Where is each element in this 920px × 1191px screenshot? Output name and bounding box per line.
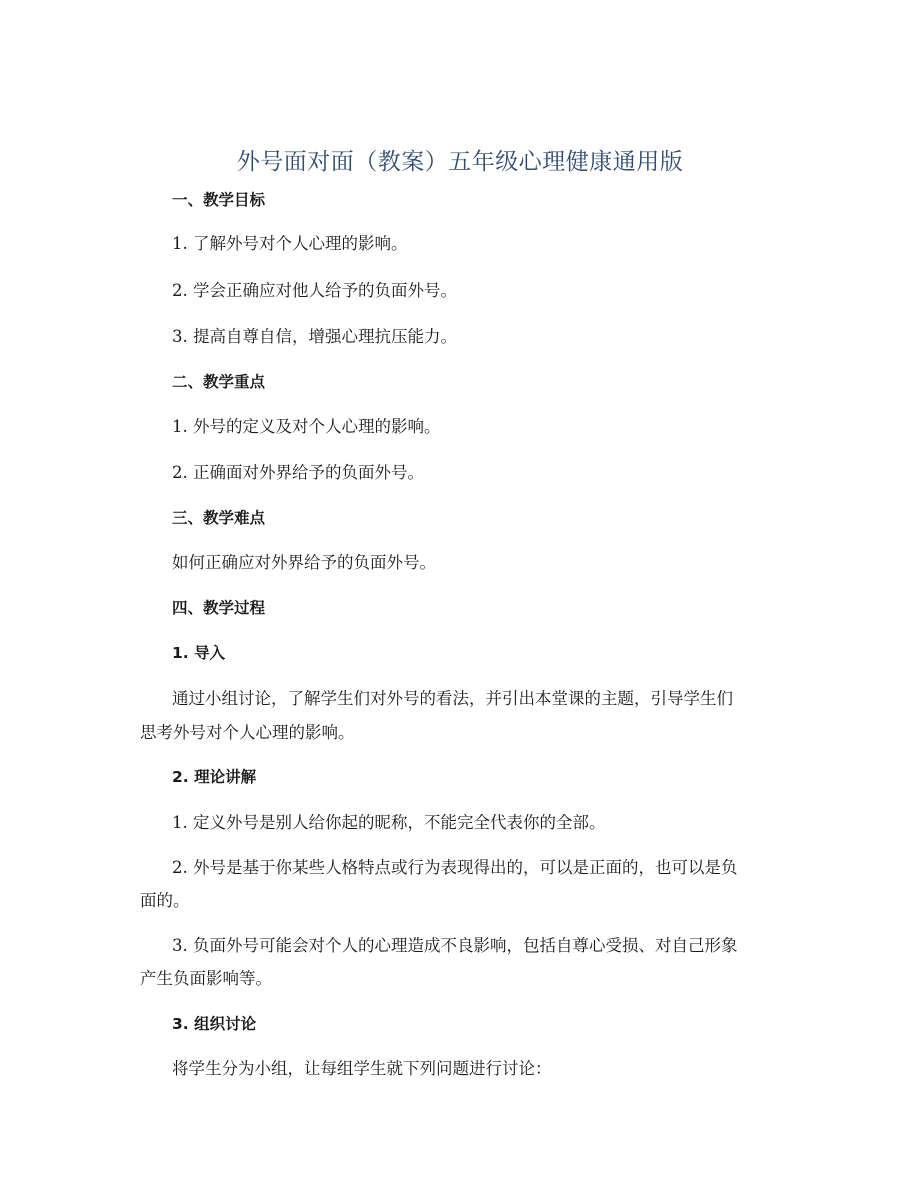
theory-item-2-line-1: 2. 外号是基于你某些人格特点或行为表现得出的，可以是正面的，也可以是负 xyxy=(172,858,738,877)
section-heading-key-points: 二、教学重点 xyxy=(172,373,266,391)
objective-item-3: 3. 提高自尊自信，增强心理抗压能力。 xyxy=(172,327,457,346)
theory-item-3-line-2: 产生负面影响等。 xyxy=(140,969,272,988)
section-heading-objectives: 一、教学目标 xyxy=(172,191,266,209)
objective-item-1: 1. 了解外号对个人心理的影响。 xyxy=(172,234,408,253)
intro-paragraph-line-2: 思考外号对个人心理的影响。 xyxy=(140,723,355,742)
step-heading-discussion: 3. 组织讨论 xyxy=(172,1015,257,1033)
key-point-item-1: 1. 外号的定义及对个人心理的影响。 xyxy=(172,417,441,436)
theory-item-2-line-2: 面的。 xyxy=(140,891,190,910)
discussion-text: 将学生分为小组，让每组学生就下列问题进行讨论： xyxy=(172,1059,552,1078)
key-point-item-2: 2. 正确面对外界给予的负面外号。 xyxy=(172,463,424,482)
difficulty-text: 如何正确应对外界给予的负面外号。 xyxy=(172,553,436,572)
document-title: 外号面对面（教案）五年级心理健康通用版 xyxy=(236,149,684,175)
section-heading-process: 四、教学过程 xyxy=(172,599,266,617)
step-heading-intro: 1. 导入 xyxy=(172,644,226,662)
objective-item-2: 2. 学会正确应对他人给予的负面外号。 xyxy=(172,281,457,300)
theory-item-3-line-1: 3. 负面外号可能会对个人的心理造成不良影响，包括自尊心受损、对自己形象 xyxy=(172,936,738,955)
step-heading-theory: 2. 理论讲解 xyxy=(172,768,257,786)
intro-paragraph-line-1: 通过小组讨论，了解学生们对外号的看法，并引出本堂课的主题，引导学生们 xyxy=(172,689,733,708)
theory-item-1: 1. 定义外号是别人给你起的昵称，不能完全代表你的全部。 xyxy=(172,813,606,832)
section-heading-difficulties: 三、教学难点 xyxy=(172,509,266,527)
